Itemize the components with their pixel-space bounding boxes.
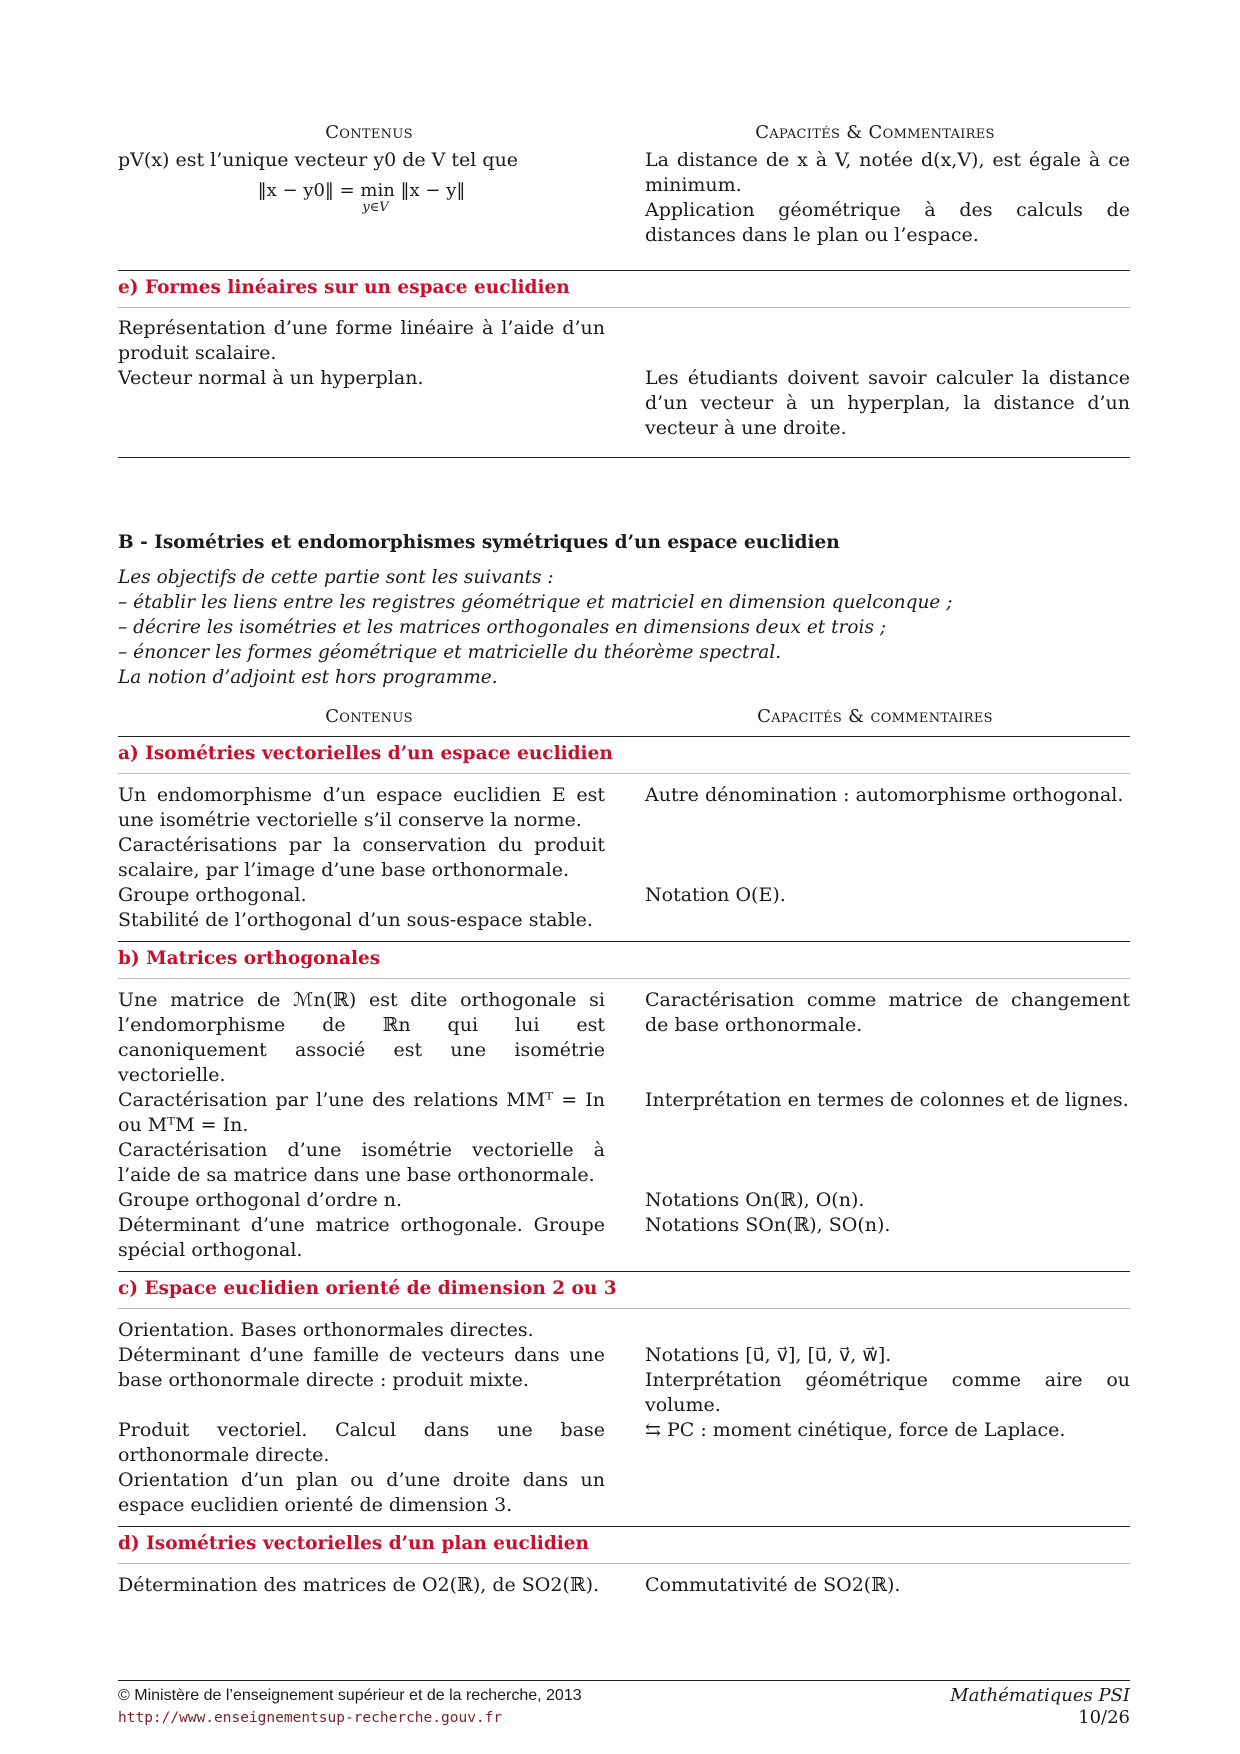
section-title-e: e) Formes linéaires sur un espace euclidien (118, 277, 570, 298)
content-text: Orientation d’un plan ou d’une droite dans un espace euclidien orienté de dimension 3. (118, 1469, 605, 1516)
table-row (118, 833, 1130, 883)
table-row (118, 883, 1130, 908)
content-text: Déterminant d’une matrice orthogonale. Groupe spécial orthogonal. (118, 1214, 605, 1261)
intro-line: Les objectifs de cette partie sont les suivants : (118, 567, 554, 588)
comment: Notations [u⃗, v⃗], [u⃗, v⃗, w⃗]. Interprétation géométrique comme aire ou volume. (645, 1344, 1130, 1416)
table-row (118, 316, 1130, 441)
formula-main: ‖x − y0‖ = min ‖x − y‖ (257, 180, 466, 201)
comment: Caractérisation comme matrice de changement de base orthonormale. (645, 989, 1130, 1036)
subject-title: Mathématiques PSI (950, 1685, 1130, 1706)
table-header (118, 702, 1130, 732)
table-row (118, 1213, 1130, 1263)
comment: Autre dénomination : automorphisme orthogonal. (645, 784, 1124, 806)
intro-line: – décrire les isométries et les matrices orthogonales en dimensions deux et trois ; (118, 617, 887, 638)
content-text: Un endomorphisme d’un espace euclidien E est une isométrie vectorielle s’il conserve la norme. (118, 784, 605, 831)
comment: ⇆ PC : moment cinétique, force de Laplace. (645, 1419, 1066, 1441)
comment: Interprétation en termes de colonnes et de lignes. (645, 1089, 1129, 1111)
footer-link[interactable]: http://www.enseignementsup-recherche.gouv.fr (118, 1710, 503, 1726)
header-contenus: Contenus (325, 706, 413, 727)
intro-line: La notion d’adjoint est hors programme. (118, 667, 498, 688)
table-row (118, 1418, 1130, 1468)
intro-line: – établir les liens entre les registres géométrique et matriciel en dimension quelconque ; (118, 592, 953, 613)
header-capacites: Capacités & Commentaires (755, 122, 995, 143)
page-content (118, 118, 1130, 1598)
content-text: Produit vectoriel. Calcul dans une base orthonormale directe. (118, 1419, 605, 1466)
table-row (118, 1188, 1130, 1213)
table-row (118, 148, 1130, 248)
page-number: 10/26 (1078, 1707, 1130, 1728)
content-text: Caractérisations par la conservation du produit scalaire, par l’image d’une base orthonormale. (118, 834, 605, 881)
copyright: © Ministère de l’enseignement supérieur et de la recherche, 2013 (118, 1687, 582, 1704)
projection-text: pV(x) est l’unique vecteur y0 de V tel que (118, 149, 519, 171)
comment: Notations On(ℝ), O(n). (645, 1189, 865, 1211)
content-text: Groupe orthogonal. (118, 884, 307, 906)
content-text: Représentation d’une forme linéaire à l’aide d’un produit scalaire. (118, 317, 605, 364)
header-contenus: Contenus (325, 122, 413, 143)
table-row (118, 988, 1130, 1088)
table-end-rule (118, 457, 1130, 458)
section-title-c: c) Espace euclidien orienté de dimension 2 ou 3 (118, 1278, 617, 1299)
comment: La distance de x à V, notée d(x,V), est égale à ce minimum. (645, 149, 1130, 196)
footer-rule (118, 1680, 1130, 1681)
comment: Commutativité de SO2(ℝ). (645, 1574, 901, 1596)
section-title-a: a) Isométries vectorielles d’un espace euclidien (118, 743, 613, 764)
content-text: Une matrice de ℳn(ℝ) est dite orthogonale si l’endomorphisme de ℝn qui lui est canoniquement associé est une isométrie vectorielle. (118, 989, 605, 1086)
content-text: Orientation. Bases orthonormales directes. (118, 1319, 534, 1341)
comment: Notations SOn(ℝ), SO(n). (645, 1214, 891, 1236)
content-text: Détermination des matrices de O2(ℝ), de SO2(ℝ). (118, 1574, 600, 1596)
content-text: Caractérisation par l’une des relations MMᵀ = In ou MᵀM = In. (118, 1089, 605, 1136)
table-row (118, 1343, 1130, 1418)
table-row (118, 1138, 1130, 1188)
table-row (118, 1573, 1130, 1598)
header-capacites: Capacités & commentaires (757, 706, 993, 727)
table-row (118, 1088, 1130, 1138)
table-row (118, 1468, 1130, 1518)
table-row (118, 783, 1130, 833)
content-text: Stabilité de l’orthogonal d’un sous-espace stable. (118, 909, 593, 931)
table-row (118, 908, 1130, 933)
min-formula (118, 181, 605, 215)
page-footer (118, 1680, 1130, 1729)
table-row (118, 1318, 1130, 1343)
part-b-intro (118, 565, 1130, 690)
content-text: Groupe orthogonal d’ordre n. (118, 1189, 403, 1211)
formula-subscript: y∈V (362, 200, 389, 215)
intro-line: – énoncer les formes géométrique et matricielle du théorème spectral. (118, 642, 782, 663)
section-title-d: d) Isométries vectorielles d’un plan euclidien (118, 1533, 590, 1554)
section-title-b: b) Matrices orthogonales (118, 948, 381, 969)
part-b-title: B - Isométries et endomorphismes symétriques d’un espace euclidien (118, 532, 840, 553)
comment: Notation O(E). (645, 884, 786, 906)
content-text: Caractérisation d’une isométrie vectorielle à l’aide de sa matrice dans une base orthonormale. (118, 1139, 605, 1186)
content-text: Déterminant d’une famille de vecteurs dans une base orthonormale directe : produit mixte. (118, 1344, 605, 1391)
comment: Application géométrique à des calculs de distances dans le plan ou l’espace. (645, 199, 1130, 246)
comment: Les étudiants doivent savoir calculer la distance d’un vecteur à un hyperplan, la distance d’un vecteur à une droite. (645, 367, 1130, 439)
table-header (118, 118, 1130, 148)
content-text: Vecteur normal à un hyperplan. (118, 367, 424, 389)
